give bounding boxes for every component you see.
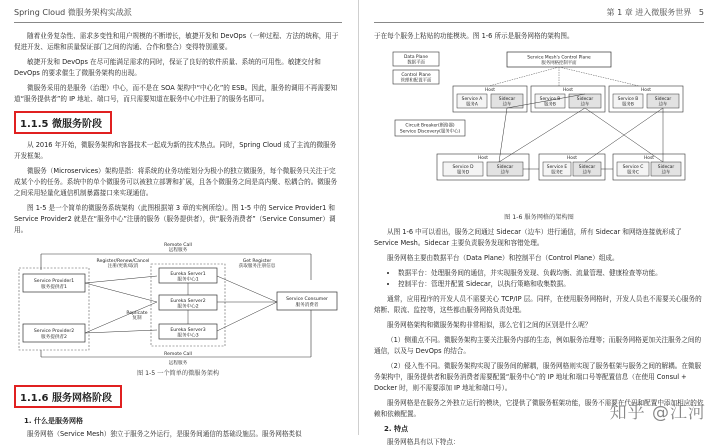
eureka-server2-label: Eureka Server2 — [170, 299, 206, 304]
paragraph: （2）侵入性不同。微服务架构实现了服务间的解耦，服务网格则实现了服务框架与服务之间的解耦。在微服务架构中，服务提供者和服务消费者需要配置“服务中心”的 IP 地址和端口号等配置信息（在使用 Consul + Docker 时，则不需要添加 IP 地址和端口号）。 — [374, 362, 702, 392]
service-d-cn-label: 服务D — [456, 170, 470, 176]
service-a-cn-label: 服务A — [466, 102, 478, 108]
eureka-server3-label: Eureka Server3 — [170, 328, 206, 333]
right-running-header — [374, 0, 704, 23]
right-page — [360, 0, 720, 446]
service-b-cn-label: 服务B — [622, 102, 634, 108]
host-label: Host — [563, 88, 573, 93]
service-b-label: Service B — [617, 97, 639, 102]
service-e-cn-label: 服务E — [551, 170, 563, 176]
eureka-server1-label: Eureka Server1 — [170, 272, 206, 277]
paragraph: （1）侧重点不同。微服务架构主要关注服务内部的生态，例如服务治理等；而服务网格更加关注服务之间的通信，以及与 DevOps 的结合。 — [374, 336, 702, 355]
replicate-cn-label: 复制 — [132, 316, 142, 321]
data-plane-cn-label: 数据平面 — [407, 60, 425, 66]
figure-1-5 — [15, 240, 341, 366]
figure-1-6-caption: 图 1-6 服务网格的架构图 — [504, 214, 574, 221]
bullet-list — [374, 268, 704, 290]
paragraph: 微服务（Microservices）架构是指：将系统的业务功能划分为极小的独立微服务，每个微服务只关注于完成某个小的任务。系统中的单个微服务可以被独立部署和扩展，且各个微服务之间是高内聚、松耦合的。微服务之间采用轻量化通信机制暴露接口来实现通信。 — [14, 167, 338, 197]
service-mesh-diagram — [389, 46, 689, 210]
remote-call-bottom-cn-label: 远程服务 — [168, 361, 188, 366]
service-c-cn-label: 服务C — [627, 170, 639, 176]
service-a-label: Service A — [461, 97, 483, 102]
eureka-server2-cn-label: 服务中心2 — [177, 304, 199, 310]
host-label: Host — [644, 156, 654, 161]
service-provider1-cn-label: 服务提供者1 — [41, 285, 67, 290]
replicate-label: Replicate — [126, 311, 148, 316]
sidecar-cn-label: 边车 — [661, 170, 671, 176]
sidecar-label: Sidecar — [654, 97, 672, 102]
service-c-label: Service C — [622, 165, 644, 170]
section-heading-1-1-5: 1.1.5 微服务阶段 — [14, 111, 112, 134]
get-register-arrow — [217, 276, 277, 302]
paragraph: 从图 1-6 中可以看出，服务之间通过 Sidecar（边车）进行通信，所有 Sidecar 和网络连接就形成了 Service Mesh。Sidecar 主要负责服务发现和容错处理。 — [374, 228, 682, 247]
figure-1-6 — [389, 46, 689, 210]
paragraph: 于在每个服务上粘贴的功能模块。图 1-6 所示是服务网格的架构图。 — [374, 32, 574, 40]
remote-call-top-label: Remote Call — [164, 243, 192, 248]
page-number: 5 — [698, 8, 704, 17]
chapter-title: 第 1 章 进入微服务世界 — [606, 8, 692, 17]
paragraph: 从 2016 年开始，微服务架构和容器技术一起成为新的技术热点。同时，Spring Cloud 成了主流的微服务开发框架。 — [14, 141, 337, 160]
register-renew-label: Register/Renew/Cancel — [96, 259, 150, 264]
subheading: 1. 什么是服务网格 — [24, 417, 83, 425]
paragraph: 图 1-5 是一个简单的微服务系统架构（此图根据第 3 章的实例所绘）。图 1-5 中的 Service Provider1 和 Service Provider2 就是在“服务中心”注册的服务（服务提供者），供“服务消费者”（Service Consumer）调用。 — [14, 204, 336, 234]
bullet-item: • 控制平台：管理并配置 Sidecar，以执行策略和收集数据。 — [398, 279, 704, 290]
bullet-item: • 数据平台：处理服务间的通信，并实现服务发现、负载均衡、流量管理、健康检查等功能。 — [398, 268, 704, 279]
sidecar-cn-label: 边车 — [500, 170, 510, 176]
section-heading-1-1-6: 1.1.6 服务网格阶段 — [14, 385, 122, 408]
control-plane-cn-label: 管理和配置平面 — [400, 78, 432, 84]
host-label: Host — [478, 156, 488, 161]
register-arrow — [85, 302, 157, 333]
data-plane-label: Data Plane — [404, 55, 428, 60]
subheading: 2. 特点 — [384, 425, 408, 433]
service-provider2-cn-label: 服务提供者2 — [41, 335, 67, 340]
zhihu-watermark: 知乎 @江河 — [609, 403, 706, 423]
paragraph: 服务网格具有以下特点： — [387, 438, 460, 446]
sidecar-cn-label: 边车 — [580, 102, 590, 108]
mesh-control-plane-label: Service Mesh's Control Plane — [527, 55, 591, 61]
paragraph: 敏捷开发和 DevOps 在尽可能满足需求的同时，保证了良好的软件质量、系统的可用性。敏捷交付和 DevOps 的要求催生了微服务架构的出现。 — [14, 58, 321, 77]
circuit-breaker-label: Circuit Breaker(断路器) — [405, 123, 455, 129]
sidecar-cn-label: 边车 — [582, 170, 592, 176]
paragraph: 服务网格是在服务之外独立运行的模块，它提供了微服务框架功能，服务不需要在代码和配置中添加相应的依赖和依赖配置。 — [374, 399, 704, 418]
get-register-arrow — [217, 302, 277, 331]
service-consumer-cn-label: 服务消费者 — [295, 303, 319, 308]
service-discovery-label: Service Discovery(服务中心) — [399, 129, 461, 135]
sidecar-cn-label: 边车 — [658, 102, 668, 108]
paragraph: 微服务采用的是服务（治理）中心，而不是在 SOA 架构中“中心化”的 ESB。因此，服务的调用不再需要知道“服务提供者”的 IP 地址、端口号，而只需要知道在服务中心中注册了的服务名即可。 — [14, 84, 338, 103]
paragraph: 通常，应用程序的开发人员不需要关心 TCP/IP 层。同样，在使用服务网格时，开发人员也不需要关心服务的熔断、限流、监控等，这些都由服务网格负责处理。 — [374, 295, 702, 314]
host-label: Host — [641, 88, 651, 93]
service-b-label: Service B — [539, 97, 561, 102]
host-label: Host — [485, 88, 495, 93]
sidecar-label: Sidecar — [496, 165, 514, 170]
sidecar-label: Sidecar — [498, 97, 516, 102]
service-provider2-label: Service Provider2 — [33, 329, 75, 334]
remote-call-top-cn-label: 远程服务 — [168, 248, 188, 253]
register-arrow — [85, 283, 157, 302]
control-line — [559, 67, 639, 86]
register-arrow — [85, 330, 157, 333]
paragraph: 服务网格架构和微服务架构非常相似，那么它们之间的区别是什么呢？ — [387, 321, 592, 329]
register-arrow — [85, 276, 157, 283]
get-register-label: Get Register — [242, 259, 272, 264]
eureka-server3-cn-label: 服务中心3 — [177, 333, 199, 339]
service-b-cn-label: 服务B — [544, 102, 556, 108]
paragraph: 服务网格主要由数据平台（Data Plane）和控制平台（Control Plane）组成。 — [387, 254, 619, 262]
service-e-label: Service E — [546, 165, 568, 170]
left-page — [0, 0, 359, 438]
paragraph: 随着业务复杂性、需求多变性和用户规模的不断增长，敏捷开发和 DevOps（一种过程、方法的统称，用于促进开发、运维和质量保证部门之间的沟通、合作和整合）变得特别重要。 — [14, 32, 339, 51]
remote-call-bottom-label: Remote Call — [164, 352, 192, 357]
register-renew-cn-label: 注册/更新/取消 — [107, 264, 139, 269]
sidecar-label: Sidecar — [576, 97, 594, 102]
microservice-diagram — [15, 240, 341, 366]
sidecar-cn-label: 边车 — [502, 102, 512, 108]
figure-1-5-caption: 图 1-5 一个简单的微服务架构 — [136, 370, 220, 377]
host-label: Host — [567, 156, 577, 161]
service-consumer-label: Service Consumer — [286, 297, 328, 302]
control-line — [489, 67, 559, 86]
service-provider1-label: Service Provider1 — [33, 279, 75, 284]
eureka-server1-cn-label: 服务中心1 — [177, 277, 199, 283]
sidecar-label: Sidecar — [578, 165, 596, 170]
paragraph: 服务网格（Service Mesh）独立于服务之外运行，是服务间通信的基础设施层。服务网格类似 — [27, 430, 302, 438]
get-register-cn-label: 获取服务注册信息 — [238, 264, 276, 269]
mesh-control-plane-cn-label: 服务网格控制平面 — [541, 61, 577, 66]
sidecar-label: Sidecar — [657, 165, 675, 170]
control-plane-label: Control Plane — [401, 73, 431, 78]
left-running-header: Spring Cloud 微服务架构实战派 — [14, 0, 342, 23]
service-d-label: Service D — [452, 165, 474, 170]
